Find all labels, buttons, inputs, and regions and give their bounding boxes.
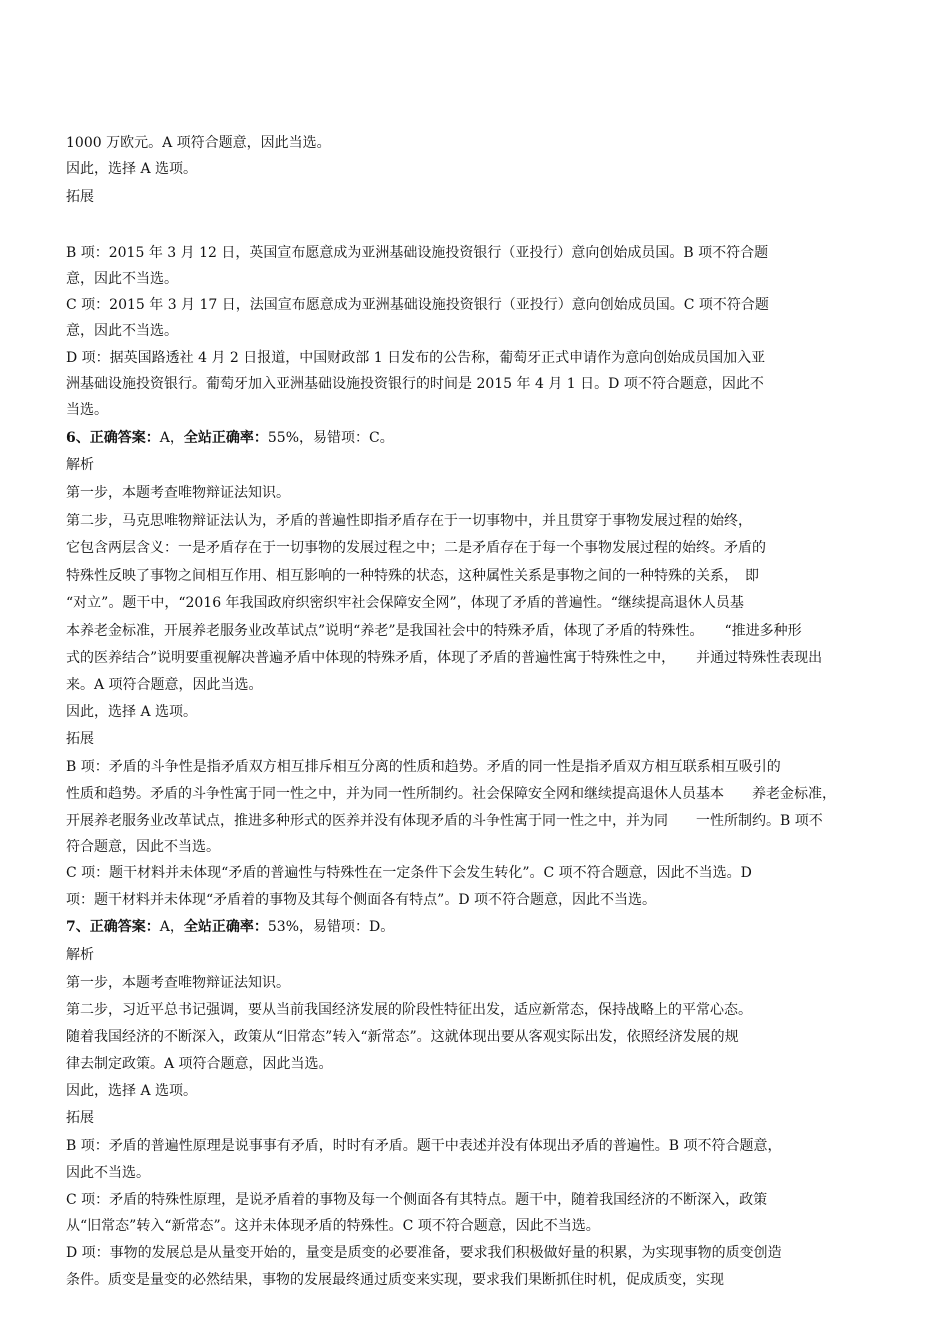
accuracy-value: 53%，易错项：D。	[267, 919, 395, 935]
text-line: 它包含两层含义：一是矛盾存在于一切事物的发展过程之中；二是矛盾存在于每一个事物发展过程的始终。矛盾的	[66, 540, 766, 556]
text-line: 因此，选择 A 选项。	[66, 161, 198, 177]
text-line: 随着我国经济的不断深入，政策从“旧常态”转入“新常态”。这就体现出要从客观实际出发，依照经济发展的规	[66, 1029, 739, 1045]
answer-label: 7、正确答案：	[66, 919, 160, 935]
text-line: 第一步，本题考查唯物辩证法知识。	[66, 975, 290, 991]
answer-value: A，	[159, 919, 184, 935]
text-line: 意，因此不当选。	[66, 323, 178, 339]
text-line: 项：题干材料并未体现“矛盾着的事物及其每个侧面各有特点”。D 项不符合题意，因此不当选。	[66, 892, 656, 908]
text-line: 意，因此不当选。	[66, 271, 178, 287]
text-line: 因此，选择 A 选项。	[66, 1083, 198, 1099]
text-line: 当选。	[66, 402, 108, 418]
text-line: 本养老金标准，开展养老服务业改革试点”说明“养老”是我国社会中的特殊矛盾，体现了矛盾的特殊性。 “推进多种形	[66, 623, 802, 639]
section-heading-extension: 拓展	[66, 189, 94, 205]
text-line: 第二步，习近平总书记强调，要从当前我国经济发展的阶段性特征出发，适应新常态，保持战略上的平常心态。	[66, 1002, 752, 1018]
text-line: B 项：矛盾的普遍性原理是说事事有矛盾，时时有矛盾。题干中表述并没有体现出矛盾的普遍性。B 项不符合题意，	[66, 1138, 782, 1154]
text-line: “对立”。题干中，“2016 年我国政府织密织牢社会保障安全网”，体现了矛盾的普遍性。“继续提高退休人员基	[66, 595, 744, 611]
text-line: 性质和趋势。矛盾的斗争性寓于同一性之中，并为同一性所制约。社会保障安全网和继续提高退休人员基本 养老金标准，	[66, 786, 836, 802]
text-line: 式的医养结合”说明要重视解决普遍矛盾中体现的特殊矛盾，体现了矛盾的普遍性寓于特殊性之中， 并通过特殊性表现出	[66, 650, 823, 666]
text-line: 条件。质变是量变的必然结果，事物的发展最终通过质变来实现，要求我们果断抓住时机，促成质变，实现	[66, 1272, 724, 1288]
text-line: 来。A 项符合题意，因此当选。	[66, 677, 263, 693]
text-line: 开展养老服务业改革试点，推进多种形式的医养并没有体现矛盾的斗争性寓于同一性之中，并为同 一性所制约。B 项不	[66, 813, 823, 829]
section-heading-analysis: 解析	[66, 457, 94, 473]
text-line: C 项：2015 年 3 月 17 日，法国宣布愿意成为亚洲基础设施投资银行（亚投行）意向创始成员国。C 项不符合题	[66, 297, 769, 313]
text-line: B 项：2015 年 3 月 12 日，英国宣布愿意成为亚洲基础设施投资银行（亚投行）意向创始成员国。B 项不符合题	[66, 245, 769, 261]
text-line: 从“旧常态”转入“新常态”。这并未体现矛盾的特殊性。C 项不符合题意，因此不当选。	[66, 1218, 600, 1234]
answer-label: 6、正确答案：	[66, 430, 160, 446]
question-7-header	[66, 914, 394, 940]
text-line: 洲基础设施投资银行。葡萄牙加入亚洲基础设施投资银行的时间是 2015 年 4 月 1 日。D 项不符合题意，因此不	[66, 376, 764, 392]
text-line: C 项：矛盾的特殊性原理，是说矛盾着的事物及每一个侧面各有其特点。题干中，随着我国经济的不断深入，政策	[66, 1192, 768, 1208]
accuracy-label: 全站正确率：	[183, 919, 268, 935]
text-line: 符合题意，因此不当选。	[66, 839, 220, 855]
text-line: 因此不当选。	[66, 1165, 150, 1181]
text-line: 第二步，马克思唯物辩证法认为，矛盾的普遍性即指矛盾存在于一切事物中，并且贯穿于事物发展过程的始终，	[66, 513, 752, 529]
question-6-header	[66, 425, 394, 451]
text-line: 律去制定政策。A 项符合题意，因此当选。	[66, 1056, 333, 1072]
text-line: D 项：据英国路透社 4 月 2 日报道，中国财政部 1 日发布的公告称，葡萄牙正式申请作为意向创始成员国加入亚	[66, 350, 766, 366]
section-heading-analysis: 解析	[66, 947, 94, 963]
text-line: B 项：矛盾的斗争性是指矛盾双方相互排斥相互分离的性质和趋势。矛盾的同一性是指矛盾双方相互联系相互吸引的	[66, 759, 781, 775]
accuracy-value: 55%，易错项：C。	[267, 430, 394, 446]
text-line: 特殊性反映了事物之间相互作用、相互影响的一种特殊的状态，这种属性关系是事物之间的一种特殊的关系， 即	[66, 568, 759, 584]
answer-value: A，	[159, 430, 184, 446]
text-line: 1000 万欧元。A 项符合题意，因此当选。	[66, 135, 331, 151]
text-line: C 项：题干材料并未体现“矛盾的普遍性与特殊性在一定条件下会发生转化”。C 项不符合题意，因此不当选。D	[66, 865, 752, 881]
text-line: D 项：事物的发展总是从量变开始的，量变是质变的必要准备，要求我们积极做好量的积累，为实现事物的质变创造	[66, 1245, 782, 1261]
accuracy-label: 全站正确率：	[183, 430, 268, 446]
section-heading-extension: 拓展	[66, 731, 94, 747]
text-line: 第一步，本题考查唯物辩证法知识。	[66, 485, 290, 501]
section-heading-extension: 拓展	[66, 1110, 94, 1126]
text-line: 因此，选择 A 选项。	[66, 704, 198, 720]
